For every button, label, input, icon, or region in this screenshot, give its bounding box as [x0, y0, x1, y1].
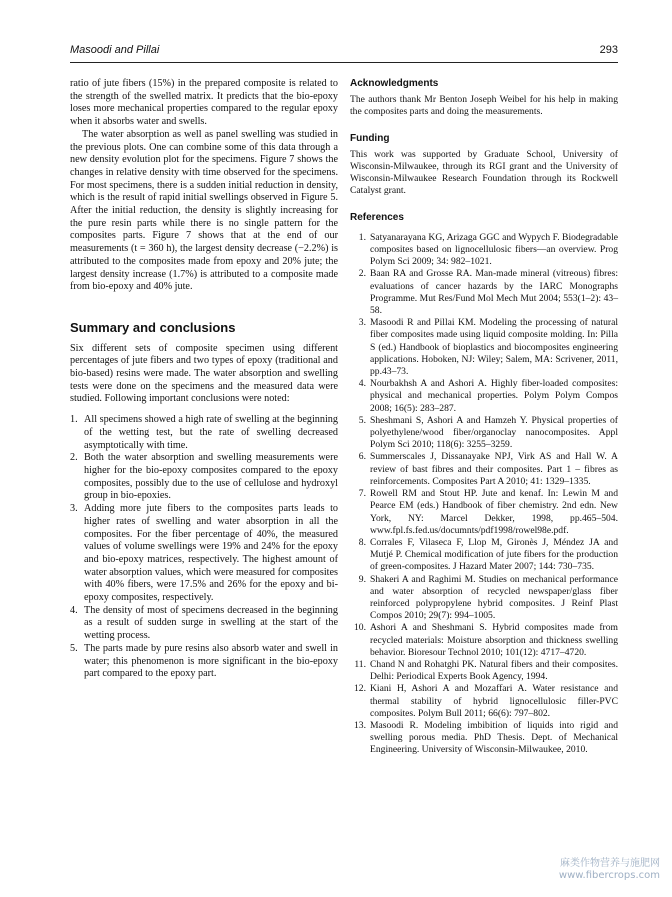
funding-text: This work was supported by Graduate School, University of Wisconsin-Milwaukee, through its RGI grant and the University of Wisconsin-Milwaukee Research Foundation through its Rockwell Catalyst grant.: [350, 148, 618, 197]
list-item: [70, 452, 338, 503]
list-item: [70, 643, 338, 681]
list-number: 4.: [70, 604, 78, 616]
reference-text: Ashori A and Sheshmani S. Hybrid composites made from recycled materials: Moisture absorption and thickness swelling behavior. Bioresour Technol 2010; 101(12): 4717–4720.: [370, 622, 618, 658]
running-header: [70, 44, 618, 60]
watermark: [559, 858, 660, 882]
list-number: 5.: [70, 642, 78, 654]
reference-item: [350, 451, 618, 488]
reference-item: [350, 415, 618, 452]
list-text: Both the water absorption and swelling measurements were higher for the bio-epoxy composites compared to the epoxy composites, possibly due to the use of cellulose and hydroxyl group in bio-epoxies.: [84, 452, 338, 502]
reference-text: Shakeri A and Raghimi M. Studies on mechanical performance and water absorption of recycled newspaper/glass fiber reinforced polypropylene hybrid composites. J Reinf Plast Compos 2010; 29(7): 994–1005.: [370, 573, 618, 622]
reference-number: 4.: [358, 378, 366, 390]
reference-item: [350, 683, 618, 720]
reference-text: Masoodi R and Pillai KM. Modeling the processing of natural fiber composites made using liquid composite molding. In: Pilla S (ed.) Handbook of bioplastics and biocomposites engineering applications. Hoboken, NJ: Wiley; Salem, MA: Scrivener, 2011, pp.43–73.: [370, 317, 618, 378]
reference-text: Rowell RM and Stout HP. Jute and kenaf. In: Lewin M and Pearce EM (eds.) Handbook of fiber chemistry. 2nd edn. New York, NY: Marcel Dekker, 1998, pp.465–504. www.fpl.fs.fed.us/documnts/pdf1998/rowel98e.pdf.: [370, 488, 618, 536]
funding-heading: Funding: [350, 132, 390, 144]
watermark-site-name: 麻类作物营养与施肥网: [560, 858, 660, 869]
reference-item: [350, 622, 618, 659]
reference-text: Satyanarayana KG, Arizaga GGC and Wypych F. Biodegradable composites based on lignocellulosic fibers—an overview. Prog Polym Sci 2009; 34: 982–1021.: [370, 231, 618, 268]
acknowledgments-heading: Acknowledgments: [350, 78, 439, 89]
watermark-url: www.fibercrops.com: [558, 870, 660, 881]
reference-number: 6.: [358, 451, 366, 463]
reference-item: [350, 232, 618, 269]
left-column: [70, 78, 338, 681]
reference-number: 9.: [358, 573, 366, 585]
running-header-authors: Masoodi and Pillai: [70, 44, 160, 56]
reference-number: 7.: [358, 488, 366, 500]
reference-item: [350, 659, 618, 683]
body-paragraph: Six different sets of composite specimen using different percentages of jute fibers and two types of epoxy (traditional and bio-based) resins were made. The water absorption and swelling tests were done on the specimens and the measured data were studied. Following important conclusions were noted:: [70, 342, 338, 405]
reference-item: [350, 378, 618, 415]
reference-number: 1.: [358, 231, 366, 243]
reference-text: Masoodi R. Modeling imbibition of liquids into rigid and swelling porous media. PhD Thesis. Dept. of Mechanical Engineering. University of Wisconsin-Milwaukee, 2010.: [370, 719, 618, 756]
acknowledgments-section: [350, 78, 618, 119]
funding-section: [350, 133, 618, 198]
reference-number: 5.: [358, 414, 366, 426]
header-rule: [70, 62, 618, 63]
reference-number: 3.: [358, 317, 366, 329]
references-list: [350, 232, 618, 757]
reference-item: [350, 317, 618, 378]
reference-item: [350, 720, 618, 757]
reference-text: Nourbakhsh A and Ashori A. Highly fiber-loaded composites: physical and mechanical properties. Polym Polym Compos 2008; 16(5): 283–287.: [370, 378, 618, 414]
section-heading-summary: Summary and conclusions: [70, 319, 236, 335]
list-number: 3.: [70, 503, 78, 515]
reference-item: [350, 537, 618, 574]
reference-number: 13.: [354, 719, 366, 731]
right-column: [350, 78, 618, 757]
list-text: Adding more jute fibers to the composites parts leads to higher rates of swelling and water absorption in all the composites. For the fiber percentage of 40%, the measured values of volume swellings were 19% and 24% for the epoxy and bio-epoxy matrices, respectively. The highest amount of water absorption values, which were measured for composites with 40% fibers, were 17.5% and 26% for the epoxy and bi-epoxy composites, respectively.: [84, 503, 338, 604]
reference-text: Chand N and Rohatghi PK. Natural fibers and their composites. Delhi: Periodical Experts Book Agency, 1994.: [370, 658, 618, 683]
reference-number: 12.: [354, 683, 366, 695]
reference-item: [350, 488, 618, 537]
reference-number: 8.: [358, 536, 366, 548]
list-text: The parts made by pure resins also absorb water and swell in water; this phenomenon is more significant in the bio-epoxy part compared to the epoxy part.: [84, 642, 338, 680]
body-paragraph: ratio of jute fibers (15%) in the prepared composite is related to the strength of the swelled matrix. It predicts that the bio-epoxy loses more mechanical properties compared to the regular epoxy when it absorbs water and swells.: [70, 78, 338, 128]
conclusions-list: [70, 414, 338, 681]
reference-number: 11.: [354, 658, 366, 670]
list-number: 1.: [70, 414, 78, 426]
reference-number: 10.: [354, 622, 366, 634]
list-item: [70, 605, 338, 643]
reference-text: Corrales F, Vilaseca F, Llop M, Gironès J, Méndez JA and Mutjé P. Chemical modification of jute fibers for the production of green-composites. J Hazard Mater 2007; 144: 730–735.: [370, 536, 618, 573]
references-heading: References: [350, 211, 404, 223]
reference-text: Sheshmani S, Ashori A and Hamzeh Y. Physical properties of polyethylene/wood fiber/organoclay nanocomposites. Appl Polym Sci 2010; 118(6): 3255–3259.: [370, 414, 618, 451]
list-number: 2.: [70, 452, 78, 464]
list-text: All specimens showed a high rate of swelling at the beginning of the wetting test, but the rate of swelling decreased asymptotically with time.: [84, 414, 338, 451]
reference-text: Baan RA and Grosse RA. Man-made mineral (vitreous) fibres: evaluations of cancer hazards by the IARC Monographs Programme. Mut Res/Fund Mol Mech Mut 2004; 553(1–2): 43–58.: [370, 268, 618, 317]
reference-number: 2.: [358, 268, 366, 280]
list-text: The density of most of specimens decreased in the beginning as a result of sudden surge in swelling at the start of the wetting process.: [84, 604, 338, 642]
references-section: [350, 212, 618, 757]
page-number: 293: [599, 44, 618, 56]
body-paragraph: The water absorption as well as panel swelling was studied in the previous plots. One can combine some of this data through a new density evolution plot for the specimens. Figure 7 shows the changes in relative density with time observed for the specimens. For most specimens, there is a sudden initial reduction in density, which is the result of rapid initial swellings observed in Figure 5. After the initial reduction, the density is slightly increasing for the pure resin parts while there is no single pattern for the composites parts. Figure 7 shows that at the end of our measurements (t = 360 h), the largest density decrease (−2.2%) is attributed to the composites made from epoxy and 20% jute; the largest density increase (1.7%) is attributed to a composite made from bio-epoxy and 40% jute.: [70, 128, 338, 293]
reference-text: Kiani H, Ashori A and Mozaffari A. Water resistance and thermal stability of hybrid lignocellulosic filler-PVC composites. Polym Bull 2011; 66(6): 797–802.: [370, 683, 618, 719]
reference-text: Summerscales J, Dissanayake NPJ, Virk AS and Hall W. A review of bast fibres and their composites. Part 1 – fibres as reinforcements. Composites Part A 2010; 41: 1329–1335.: [370, 451, 618, 487]
reference-item: [350, 268, 618, 317]
acknowledgments-text: The authors thank Mr Benton Joseph Weibel for his help in making the composites parts and doing the measurements.: [350, 94, 618, 118]
list-item: [70, 503, 338, 605]
list-item: [70, 414, 338, 452]
reference-item: [350, 574, 618, 623]
